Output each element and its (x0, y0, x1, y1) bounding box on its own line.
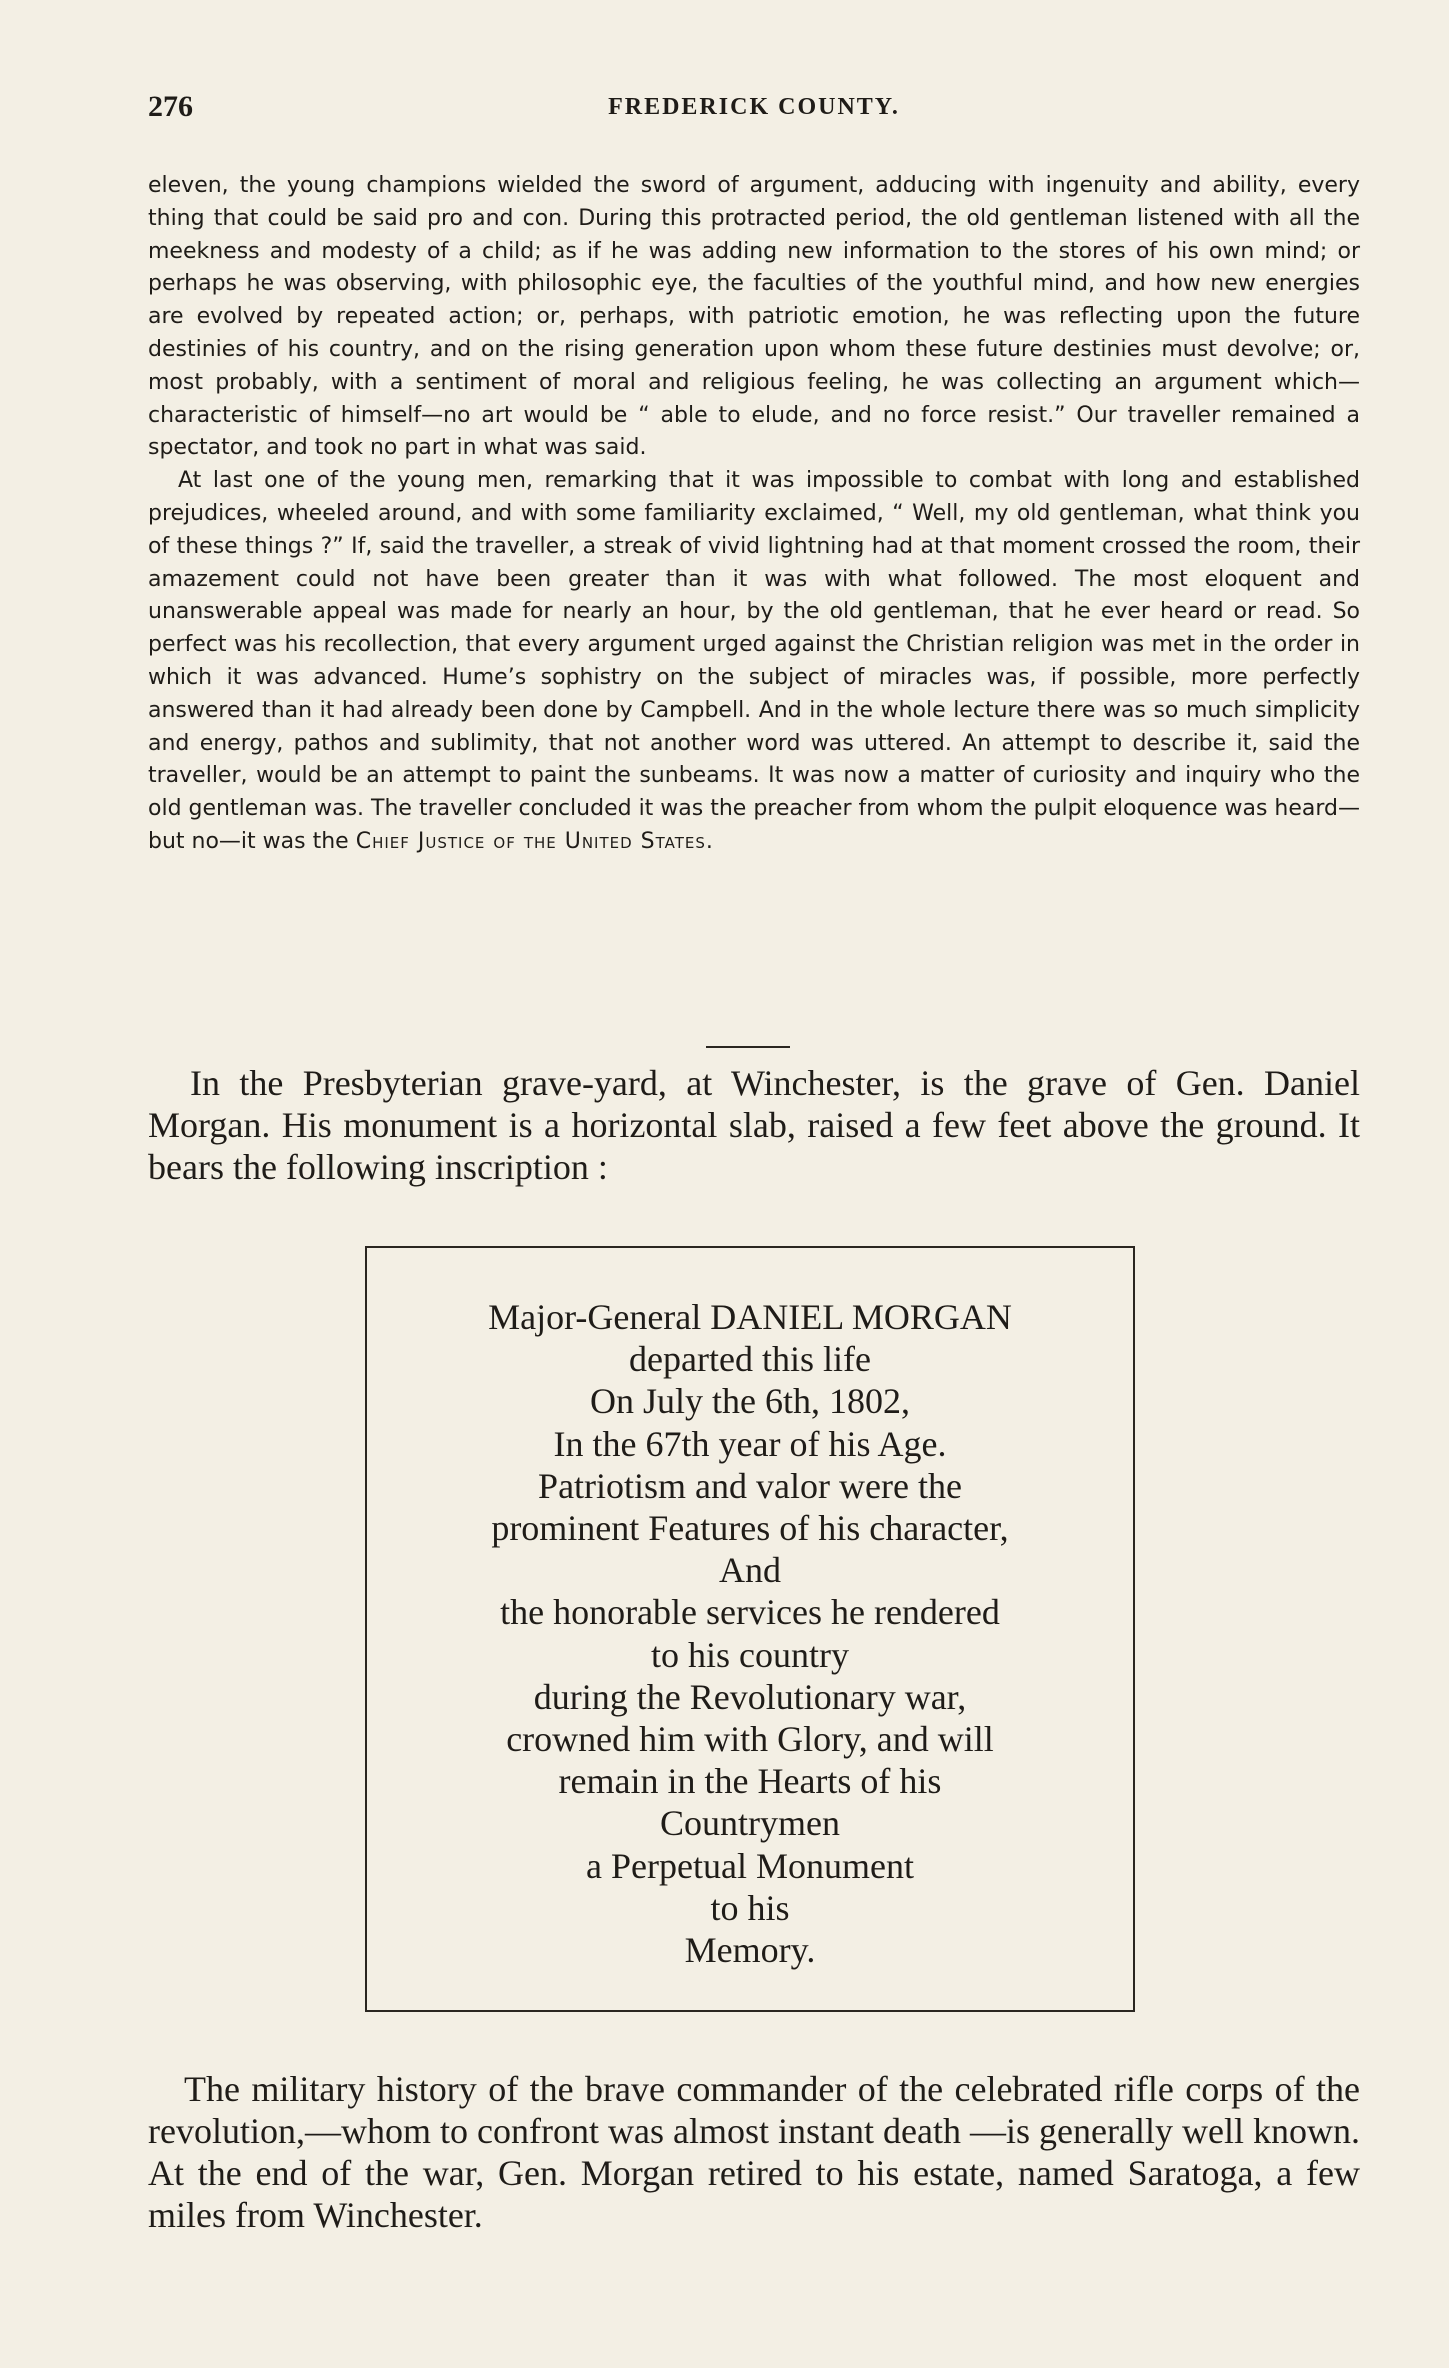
inscription-line: the honorable services he rendered (500, 1592, 1000, 1633)
page-header (148, 90, 1360, 130)
inscription-line: to his country (651, 1634, 849, 1675)
body-paragraph-text: At last one of the young men, remarking that it was impossible to combat with long and established prejudices, wheeled around, and with some familiarity exclaimed, “ Well, my old gentleman, what think you of these things ?” If, said the traveller, a streak of vivid lightning had at that moment crossed the room, their amazement could not have been greater than it was with what followed. The most eloquent and unanswerable appeal was made for nearly an hour, by the old gentleman, that he ever heard or read. So perfect was his recollection, that every argument urged against the Christian religion was met in the order in which it was advanced. Hume’s sophistry on the subject of miracles was, if possible, more perfectly answered than it had already been done by Campbell. And in the whole lecture there was so much simplicity and energy, pathos and sublimity, that not another word was uttered. An attempt to describe it, said the traveller, would be an attempt to paint the sunbeams. It was now a matter of curiosity and inquiry who the old gentleman was. The traveller concluded it was the preacher from whom the pulpit eloquence was heard—but no—it was the (148, 468, 1360, 854)
inscription-line: Memory. (684, 1930, 816, 1971)
inscription-line: Major-General DANIEL MORGAN (488, 1297, 1012, 1337)
inscription-line: during the Revolutionary war, (533, 1676, 967, 1717)
body-text (148, 170, 1360, 859)
inscription-line: prominent Features of his character, (491, 1508, 1009, 1549)
inscription-line: On July the 6th, 1802, (590, 1381, 910, 1422)
inscription-box (365, 1246, 1135, 2012)
inscription-line: remain in the Hearts of his (558, 1761, 942, 1802)
inscription-line: Patriotism and valor were the (538, 1465, 962, 1506)
body-paragraph (148, 465, 1360, 859)
inscription-text (367, 1296, 1133, 1971)
section-divider (706, 1046, 790, 1048)
inscription-line: a Perpetual Monument (586, 1845, 914, 1886)
small-caps-title: Chief Justice of the United States. (355, 828, 714, 854)
body-paragraph: eleven, the young champions wielded the sword of argument, adducing with ingenuity and ability, every thing that could be said pro and con. During this protracted period, the old gentleman listened with all the meekness and modesty of a child; as if he was adding new information to the stores of his own mind; or perhaps he was observing, with philosophic eye, the faculties of the youthful mind, and how new energies are evolved by repeated action; or, perhaps, with patriotic emotion, he was reflecting upon the future destinies of his country, and on the rising generation upon whom these future destinies must devolve; or, most probably, with a sentiment of moral and religious feeling, he was collecting an argument which—characteristic of himself—no art would be “ able to elude, and no force resist.” Our traveller remained a spectator, and took no part in what was said. (148, 173, 1360, 461)
running-head: FREDERICK COUNTY. (608, 94, 900, 120)
intro-paragraph: In the Presbyterian grave-yard, at Winchester, is the grave of Gen. Daniel Morgan. His monument is a horizontal slab, raised a few feet above the ground. It bears the following inscription : (148, 1063, 1360, 1187)
inscription-line: to his (710, 1887, 790, 1928)
inscription-line: And (719, 1550, 781, 1591)
closing-paragraph: The military history of the brave commander of the celebrated rifle corps of the revolution,—whom to confront was almost instant death —is generally well known. At the end of the war, Gen. Morgan retired to his estate, named Saratoga, a few miles from Winchester. (148, 2069, 1360, 2235)
page-number: 276 (148, 90, 193, 123)
inscription-line: crowned him with Glory, and will (506, 1719, 994, 1760)
inscription-line: departed this life (629, 1339, 871, 1380)
inscription-line: In the 67th year of his Age. (553, 1423, 947, 1464)
inscription-line: Countrymen (660, 1803, 840, 1844)
